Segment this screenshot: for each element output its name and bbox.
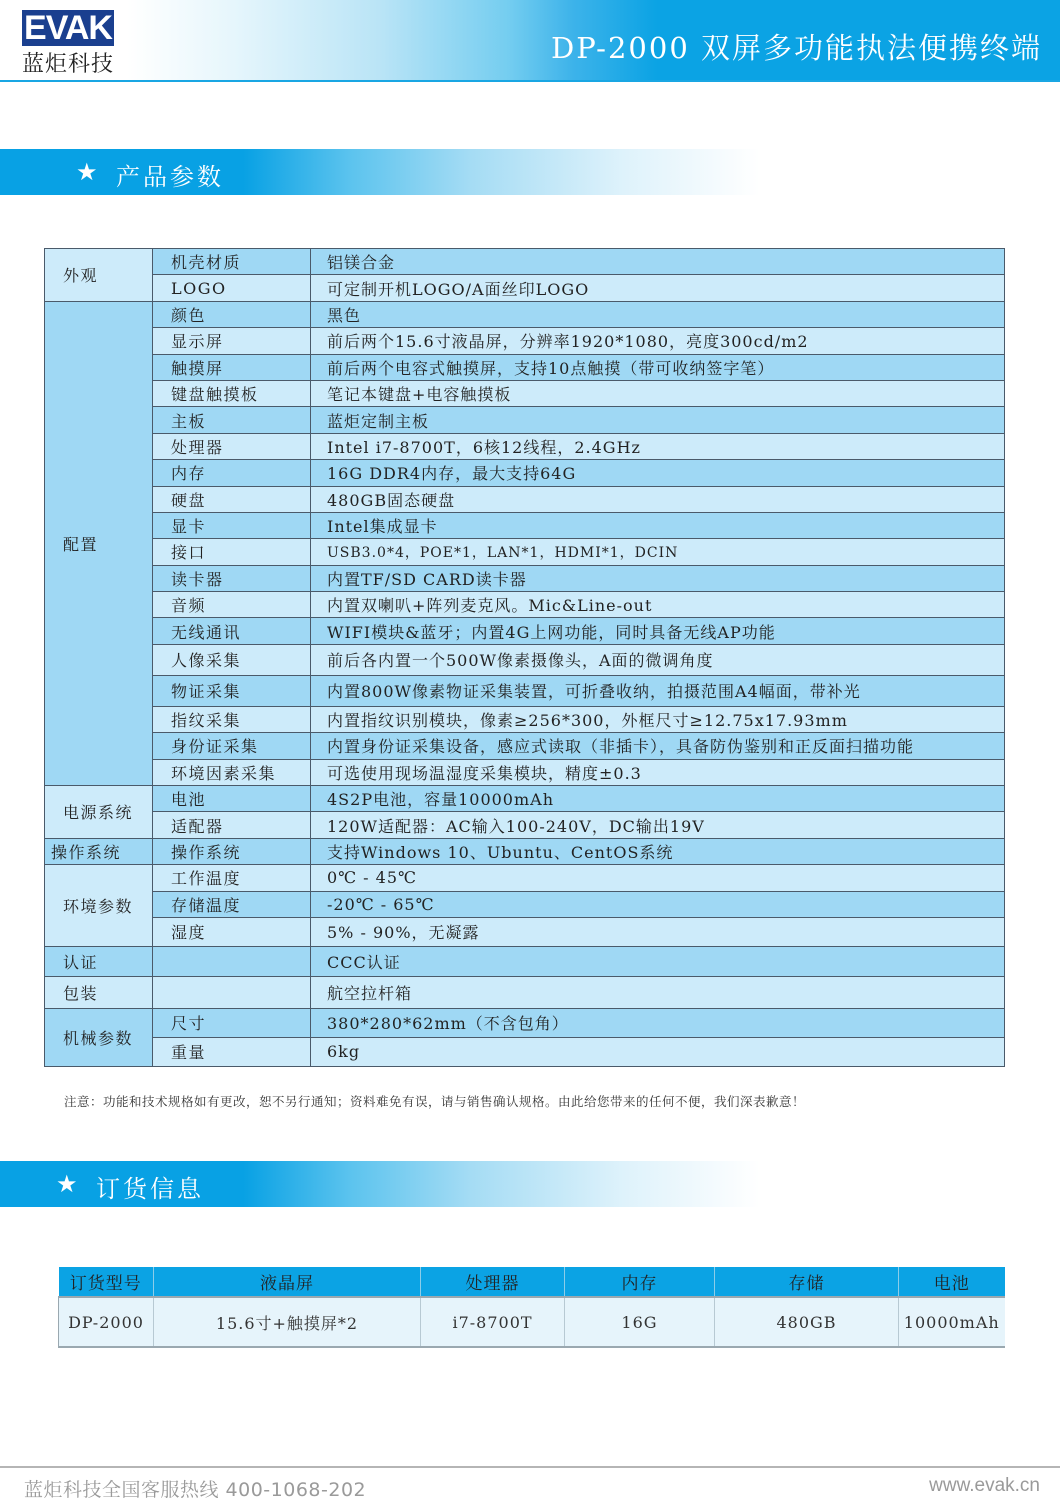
spec-value: 蓝炬定制主板	[311, 407, 1005, 433]
spec-value: -20℃ - 65℃	[311, 891, 1005, 917]
spec-name: 机壳材质	[153, 249, 311, 275]
spec-value: 铝镁合金	[311, 249, 1005, 275]
disclaimer-notice: 注意：功能和技术规格如有更改，恕不另行通知；资料难免有误，请与销售确认规格。由此给您带来的任何不便，我们深表歉意！	[64, 1094, 806, 1109]
spec-row	[45, 865, 1005, 891]
section-banner-specs	[0, 149, 760, 195]
spec-value: 航空拉杆箱	[311, 976, 1005, 1008]
spec-category: 机械参数	[45, 1008, 153, 1066]
spec-name: 物证采集	[153, 675, 311, 706]
spec-category: 外观	[45, 249, 153, 302]
spec-name: 工作温度	[153, 865, 311, 891]
spec-row	[45, 1008, 1005, 1037]
spec-value: 4S2P电池，容量10000mAh	[311, 786, 1005, 812]
document-title: DP-2000 双屏多功能执法便携终端	[551, 31, 1042, 65]
spec-row	[45, 733, 1005, 759]
spec-name: 读卡器	[153, 565, 311, 591]
spec-value: 480GB固态硬盘	[311, 486, 1005, 512]
spec-row	[45, 812, 1005, 838]
logo-mark: EVAK	[22, 10, 114, 46]
spec-value: 6kg	[311, 1037, 1005, 1066]
spec-row	[45, 592, 1005, 618]
spec-row	[45, 838, 1005, 864]
spec-value: Intel i7-8700T，6核12线程，2.4GHz	[311, 433, 1005, 459]
spec-value: 前后两个电容式触摸屏，支持10点触摸（带可收纳签字笔）	[311, 354, 1005, 380]
spec-name: 重量	[153, 1037, 311, 1066]
spec-name: 适配器	[153, 812, 311, 838]
spec-row	[45, 486, 1005, 512]
spec-category: 配置	[45, 301, 153, 785]
spec-value: 0℃ - 45℃	[311, 865, 1005, 891]
spec-row	[45, 539, 1005, 565]
spec-name: 显卡	[153, 512, 311, 538]
star-icon: ★	[56, 1170, 78, 1198]
spec-value: 内置双喇叭+阵列麦克风。Mic&Line-out	[311, 592, 1005, 618]
spec-row	[45, 354, 1005, 380]
spec-row	[45, 976, 1005, 1008]
spec-row	[45, 675, 1005, 706]
order-cpu: i7-8700T	[421, 1297, 565, 1347]
spec-category: 认证	[45, 946, 153, 976]
spec-name: 人像采集	[153, 644, 311, 675]
spec-name: 接口	[153, 539, 311, 565]
service-hotline: 蓝炬科技全国客服热线 400-1068-202	[24, 1479, 367, 1500]
spec-category: 环境参数	[45, 865, 153, 947]
logo-company-name: 蓝炬科技	[22, 52, 115, 77]
spec-value: 5% - 90%，无凝露	[311, 917, 1005, 946]
section-title-specs: 产品参数	[116, 163, 224, 191]
page-footer	[0, 1466, 1060, 1500]
order-header-cpu: 处理器	[421, 1267, 565, 1297]
spec-row	[45, 1037, 1005, 1066]
spec-name: 存储温度	[153, 891, 311, 917]
spec-value: 黑色	[311, 301, 1005, 327]
spec-name: 湿度	[153, 917, 311, 946]
spec-value: 支持Windows 10、Ubuntu、CentOS系统	[311, 838, 1005, 864]
spec-row	[45, 460, 1005, 486]
order-header-memory: 内存	[565, 1267, 715, 1297]
spec-name: 处理器	[153, 433, 311, 459]
spec-value: 16G DDR4内存，最大支持64G	[311, 460, 1005, 486]
order-header-battery: 电池	[899, 1267, 1005, 1297]
spec-row	[45, 759, 1005, 785]
order-battery: 10000mAh	[899, 1297, 1005, 1347]
spec-row	[45, 946, 1005, 976]
page-header	[0, 0, 1060, 82]
spec-name: 环境因素采集	[153, 759, 311, 785]
spec-name: 指纹采集	[153, 706, 311, 732]
order-header-lcd: 液晶屏	[154, 1267, 421, 1297]
spec-row	[45, 706, 1005, 732]
spec-row	[45, 407, 1005, 433]
spec-value: 可定制开机LOGO/A面丝印LOGO	[311, 275, 1005, 301]
spec-value: 可选使用现场温湿度采集模块，精度±0.3	[311, 759, 1005, 785]
spec-name	[153, 976, 311, 1008]
spec-row	[45, 565, 1005, 591]
spec-row	[45, 917, 1005, 946]
order-header-row	[59, 1267, 1005, 1297]
spec-value: 内置身份证采集设备，感应式读取（非插卡），具备防伪鉴别和正反面扫描功能	[311, 733, 1005, 759]
spec-table	[44, 248, 1005, 1067]
order-table	[58, 1267, 1005, 1348]
spec-value: 内置指纹识别模块，像素≥256*300，外框尺寸≥12.75x17.93mm	[311, 706, 1005, 732]
star-icon: ★	[76, 158, 98, 186]
spec-value: WIFI模块&蓝牙；内置4G上网功能，同时具备无线AP功能	[311, 618, 1005, 644]
spec-row	[45, 644, 1005, 675]
spec-name	[153, 946, 311, 976]
spec-name: 硬盘	[153, 486, 311, 512]
order-model: DP-2000	[59, 1297, 154, 1347]
spec-value: 120W适配器：AC输入100-240V，DC输出19V	[311, 812, 1005, 838]
order-lcd: 15.6寸+触摸屏*2	[154, 1297, 421, 1347]
spec-row	[45, 301, 1005, 327]
spec-row	[45, 891, 1005, 917]
spec-name: 颜色	[153, 301, 311, 327]
spec-row	[45, 249, 1005, 275]
spec-row	[45, 433, 1005, 459]
website-url: www.evak.cn	[929, 1475, 1040, 1496]
spec-value: CCC认证	[311, 946, 1005, 976]
spec-value: 380*280*62mm（不含包角）	[311, 1008, 1005, 1037]
section-title-order: 订货信息	[96, 1175, 204, 1203]
spec-row	[45, 786, 1005, 812]
section-banner-order	[0, 1161, 760, 1207]
spec-name: 触摸屏	[153, 354, 311, 380]
spec-category: 操作系统	[45, 838, 153, 864]
order-header-storage: 存储	[715, 1267, 899, 1297]
spec-category: 包装	[45, 976, 153, 1008]
spec-row	[45, 275, 1005, 301]
spec-value: Intel集成显卡	[311, 512, 1005, 538]
spec-name: 内存	[153, 460, 311, 486]
order-row	[59, 1297, 1005, 1347]
spec-row	[45, 328, 1005, 354]
spec-row	[45, 380, 1005, 406]
spec-value: 内置TF/SD CARD读卡器	[311, 565, 1005, 591]
spec-category: 电源系统	[45, 786, 153, 839]
spec-value: 笔记本键盘+电容触摸板	[311, 380, 1005, 406]
company-logo	[22, 10, 114, 78]
spec-name: 显示屏	[153, 328, 311, 354]
spec-value: 内置800W像素物证采集装置，可折叠收纳，拍摄范围A4幅面，带补光	[311, 675, 1005, 706]
order-storage: 480GB	[715, 1297, 899, 1347]
spec-value: 前后两个15.6寸液晶屏，分辨率1920*1080，亮度300cd/m2	[311, 328, 1005, 354]
spec-value: 前后各内置一个500W像素摄像头，A面的微调角度	[311, 644, 1005, 675]
spec-name: 操作系统	[153, 838, 311, 864]
spec-row	[45, 618, 1005, 644]
spec-name: 电池	[153, 786, 311, 812]
spec-name: 音频	[153, 592, 311, 618]
spec-name: 主板	[153, 407, 311, 433]
order-memory: 16G	[565, 1297, 715, 1347]
spec-name: 无线通讯	[153, 618, 311, 644]
spec-name: LOGO	[153, 275, 311, 301]
spec-name: 尺寸	[153, 1008, 311, 1037]
spec-name: 身份证采集	[153, 733, 311, 759]
order-header-model: 订货型号	[59, 1267, 154, 1297]
spec-name: 键盘触摸板	[153, 380, 311, 406]
spec-value: USB3.0*4，POE*1，LAN*1，HDMI*1，DCIN	[311, 539, 1005, 565]
spec-row	[45, 512, 1005, 538]
